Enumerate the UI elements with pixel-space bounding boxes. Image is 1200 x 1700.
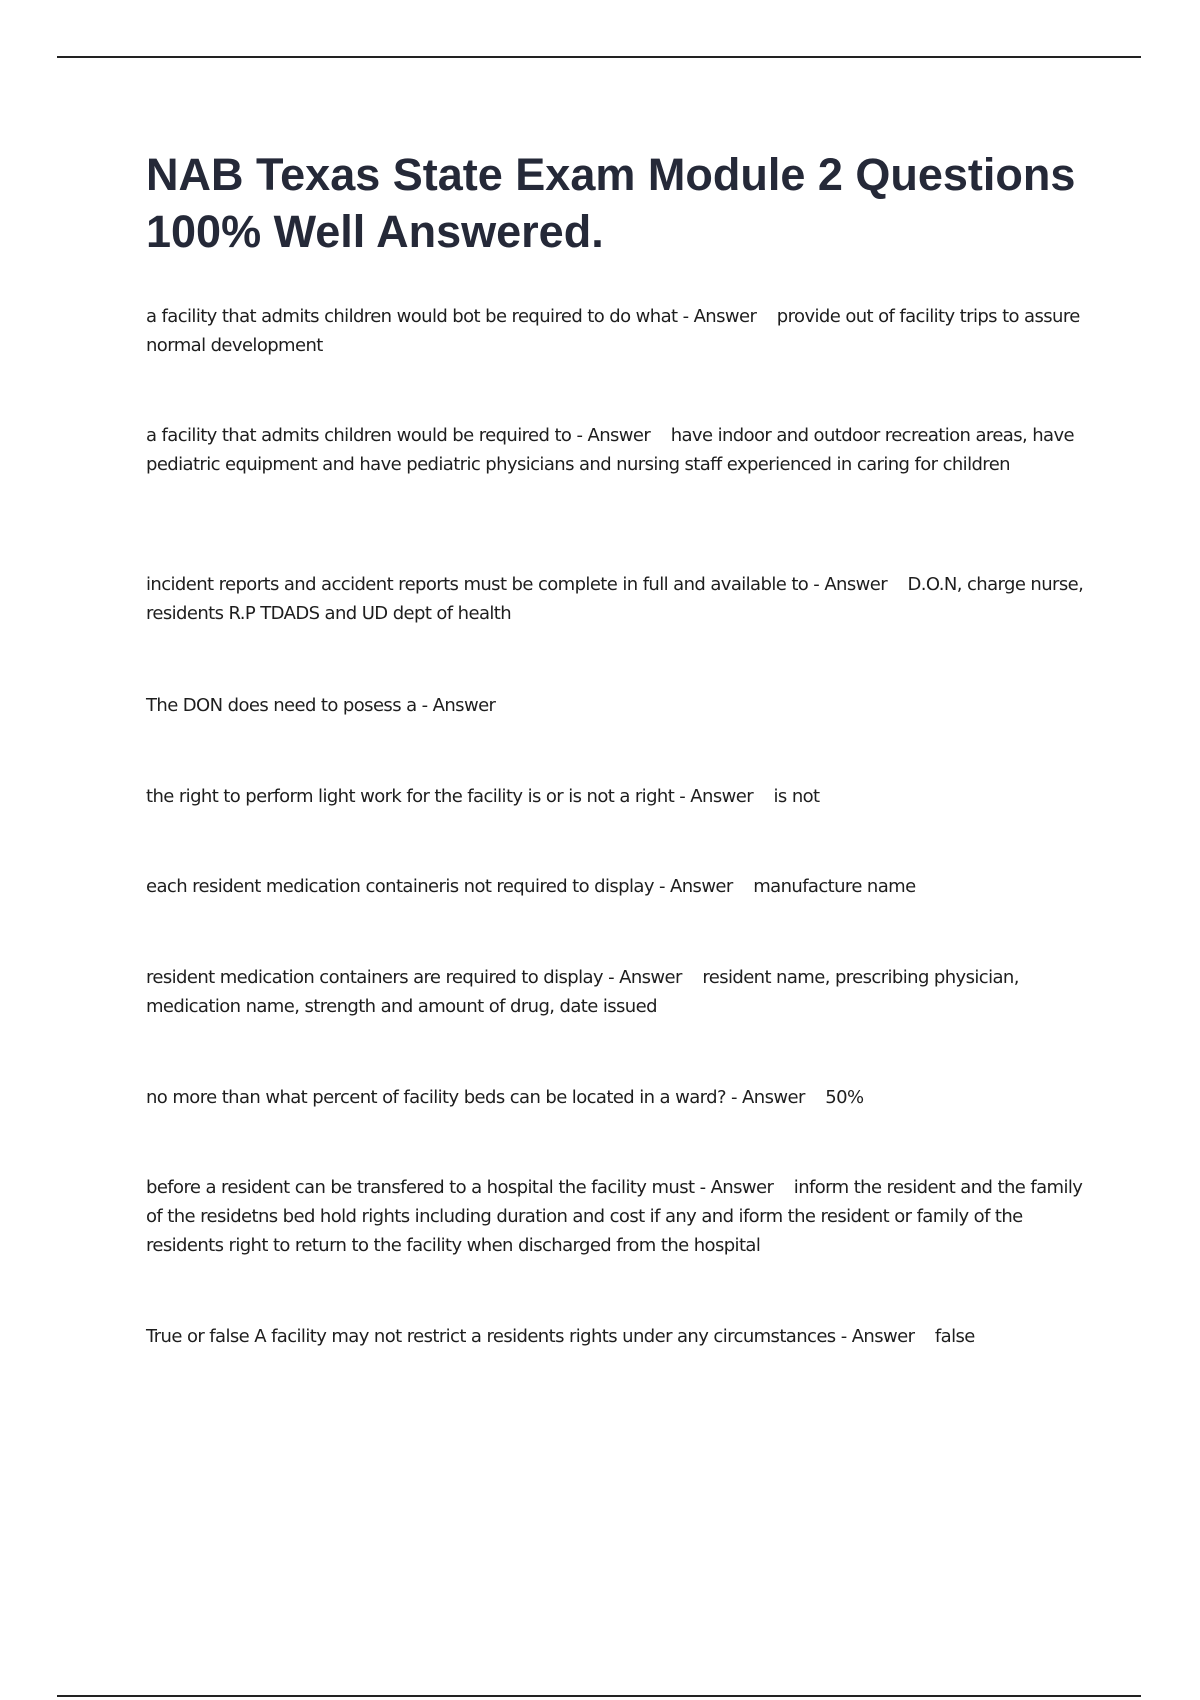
qa-item <box>146 691 1091 720</box>
qa-question: incident reports and accident reports must be complete in full and available to - Answer <box>146 574 888 595</box>
qa-item <box>146 1322 1091 1351</box>
qa-question: The DON does need to posess a - Answer <box>146 695 496 716</box>
bottom-divider <box>57 1695 1141 1697</box>
qa-answer: have indoor and outdoor recreation areas, have pediatric equipment and have pediatric physicians and nursing staff experienced in caring for children <box>146 425 1075 475</box>
document-title: NAB Texas State Exam Module 2 Questions 100% Well Answered. <box>146 149 1076 257</box>
qa-answer: is not <box>773 786 820 807</box>
qa-item <box>146 872 1091 901</box>
qa-item <box>146 421 1091 479</box>
qa-question: the right to perform light work for the facility is or is not a right - Answer <box>146 786 754 807</box>
qa-answer: resident name, prescribing physician, medication name, strength and amount of drug, date issued <box>146 967 1019 1017</box>
qa-answer: manufacture name <box>753 876 916 897</box>
qa-question: no more than what percent of facility beds can be located in a ward? - Answer <box>146 1087 805 1108</box>
qa-question: True or false A facility may not restrict a residents rights under any circumstances - Answer <box>146 1326 915 1347</box>
top-divider <box>57 56 1141 58</box>
qa-question: before a resident can be transfered to a hospital the facility must - Answer <box>146 1177 774 1198</box>
qa-answer: false <box>934 1326 975 1347</box>
qa-question: a facility that admits children would bot be required to do what - Answer <box>146 306 757 327</box>
qa-item <box>146 963 1091 1021</box>
qa-answer: D.O.N, charge nurse, residents R.P TDADS and UD dept of health <box>146 574 1084 624</box>
qa-question: each resident medication containeris not required to display - Answer <box>146 876 733 897</box>
qa-answer: 50% <box>825 1087 864 1108</box>
qa-question: a facility that admits children would be required to - Answer <box>146 425 651 446</box>
qa-item <box>146 1173 1091 1260</box>
qa-item <box>146 1083 1091 1112</box>
qa-item <box>146 302 1091 360</box>
qa-answer: inform the resident and the family of the residetns bed hold rights including duration and cost if any and iform the resident or family of the residents right to return to the facility when discharged from the hospital <box>146 1177 1083 1256</box>
qa-question: resident medication containers are required to display - Answer <box>146 967 682 988</box>
qa-answer: provide out of facility trips to assure normal development <box>146 306 1080 356</box>
qa-item <box>146 782 1091 811</box>
qa-item <box>146 570 1091 628</box>
